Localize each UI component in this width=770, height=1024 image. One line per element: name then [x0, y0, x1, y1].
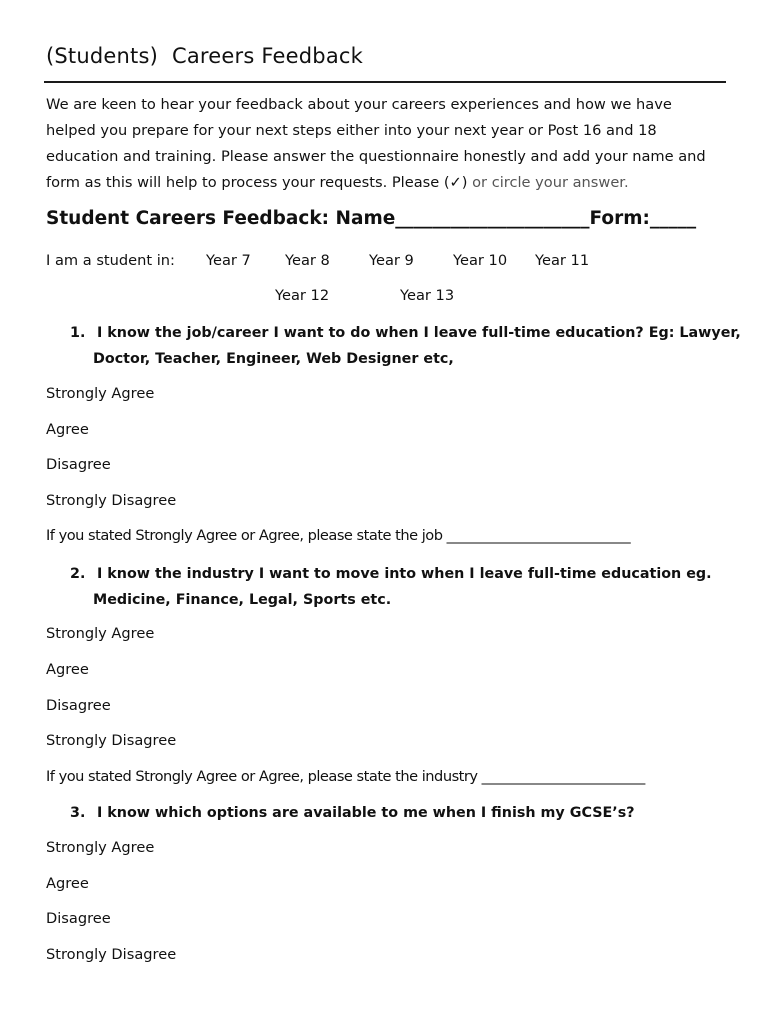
answer-strongly-disagree[interactable]: Strongly Disagree: [46, 946, 177, 963]
answer-agree[interactable]: Agree: [46, 875, 89, 892]
question-3: [70, 800, 635, 826]
intro-paragraph: [46, 92, 726, 196]
answer-agree[interactable]: Agree: [46, 421, 89, 438]
answer-strongly-agree[interactable]: Strongly Agree: [46, 625, 155, 642]
question-1: [70, 320, 741, 372]
year-option-8[interactable]: Year 8: [285, 252, 330, 269]
answer-disagree[interactable]: Disagree: [46, 910, 111, 927]
question-number: 1.: [70, 325, 86, 341]
industry-followup-field[interactable]: If you stated Strongly Agree or Agree, please state the industry ________________________: [46, 768, 645, 785]
job-followup-field[interactable]: If you stated Strongly Agree or Agree, please state the job ___________________________: [46, 527, 631, 544]
question-text: I know which options are available to me when I finish my GCSE’s?: [97, 805, 635, 821]
intro-text-tail: or circle your answer.: [472, 174, 629, 191]
question-text-continued: Doctor, Teacher, Engineer, Web Designer etc,: [93, 351, 454, 367]
page-title: [46, 44, 363, 68]
question-number: 3.: [70, 805, 86, 821]
year-option-12[interactable]: Year 12: [275, 287, 330, 304]
title-divider: [44, 81, 726, 83]
intro-text: We are keen to hear your feedback about your careers experiences and how we have helped you prepare for your next steps either into your next year or Post 16 and 18 education and training. Please answer the questionnaire honestly and add your name and form as this will help to process your requests. Please (✓): [46, 96, 706, 191]
name-form-heading[interactable]: Student Careers Feedback: Name_____________________Form:_____: [46, 208, 697, 229]
answer-strongly-disagree[interactable]: Strongly Disagree: [46, 492, 177, 509]
question-number: 2.: [70, 566, 86, 582]
year-option-13[interactable]: Year 13: [400, 287, 455, 304]
question-2: [70, 561, 712, 613]
answer-strongly-agree[interactable]: Strongly Agree: [46, 839, 155, 856]
question-text-continued: Medicine, Finance, Legal, Sports etc.: [93, 592, 392, 608]
year-option-9[interactable]: Year 9: [369, 252, 414, 269]
answer-disagree[interactable]: Disagree: [46, 456, 111, 473]
year-option-11[interactable]: Year 11: [535, 252, 590, 269]
student-year-label: I am a student in:: [46, 252, 175, 269]
question-text: I know the job/career I want to do when I leave full-time education? Eg: Lawyer,: [97, 325, 741, 341]
title-text: Careers Feedback: [172, 44, 364, 68]
answer-agree[interactable]: Agree: [46, 661, 89, 678]
answer-strongly-agree[interactable]: Strongly Agree: [46, 385, 155, 402]
title-audience: (Students): [46, 44, 158, 68]
year-option-10[interactable]: Year 10: [453, 252, 508, 269]
year-option-7[interactable]: Year 7: [206, 252, 251, 269]
question-text: I know the industry I want to move into when I leave full-time education eg.: [97, 566, 712, 582]
answer-strongly-disagree[interactable]: Strongly Disagree: [46, 732, 177, 749]
answer-disagree[interactable]: Disagree: [46, 697, 111, 714]
